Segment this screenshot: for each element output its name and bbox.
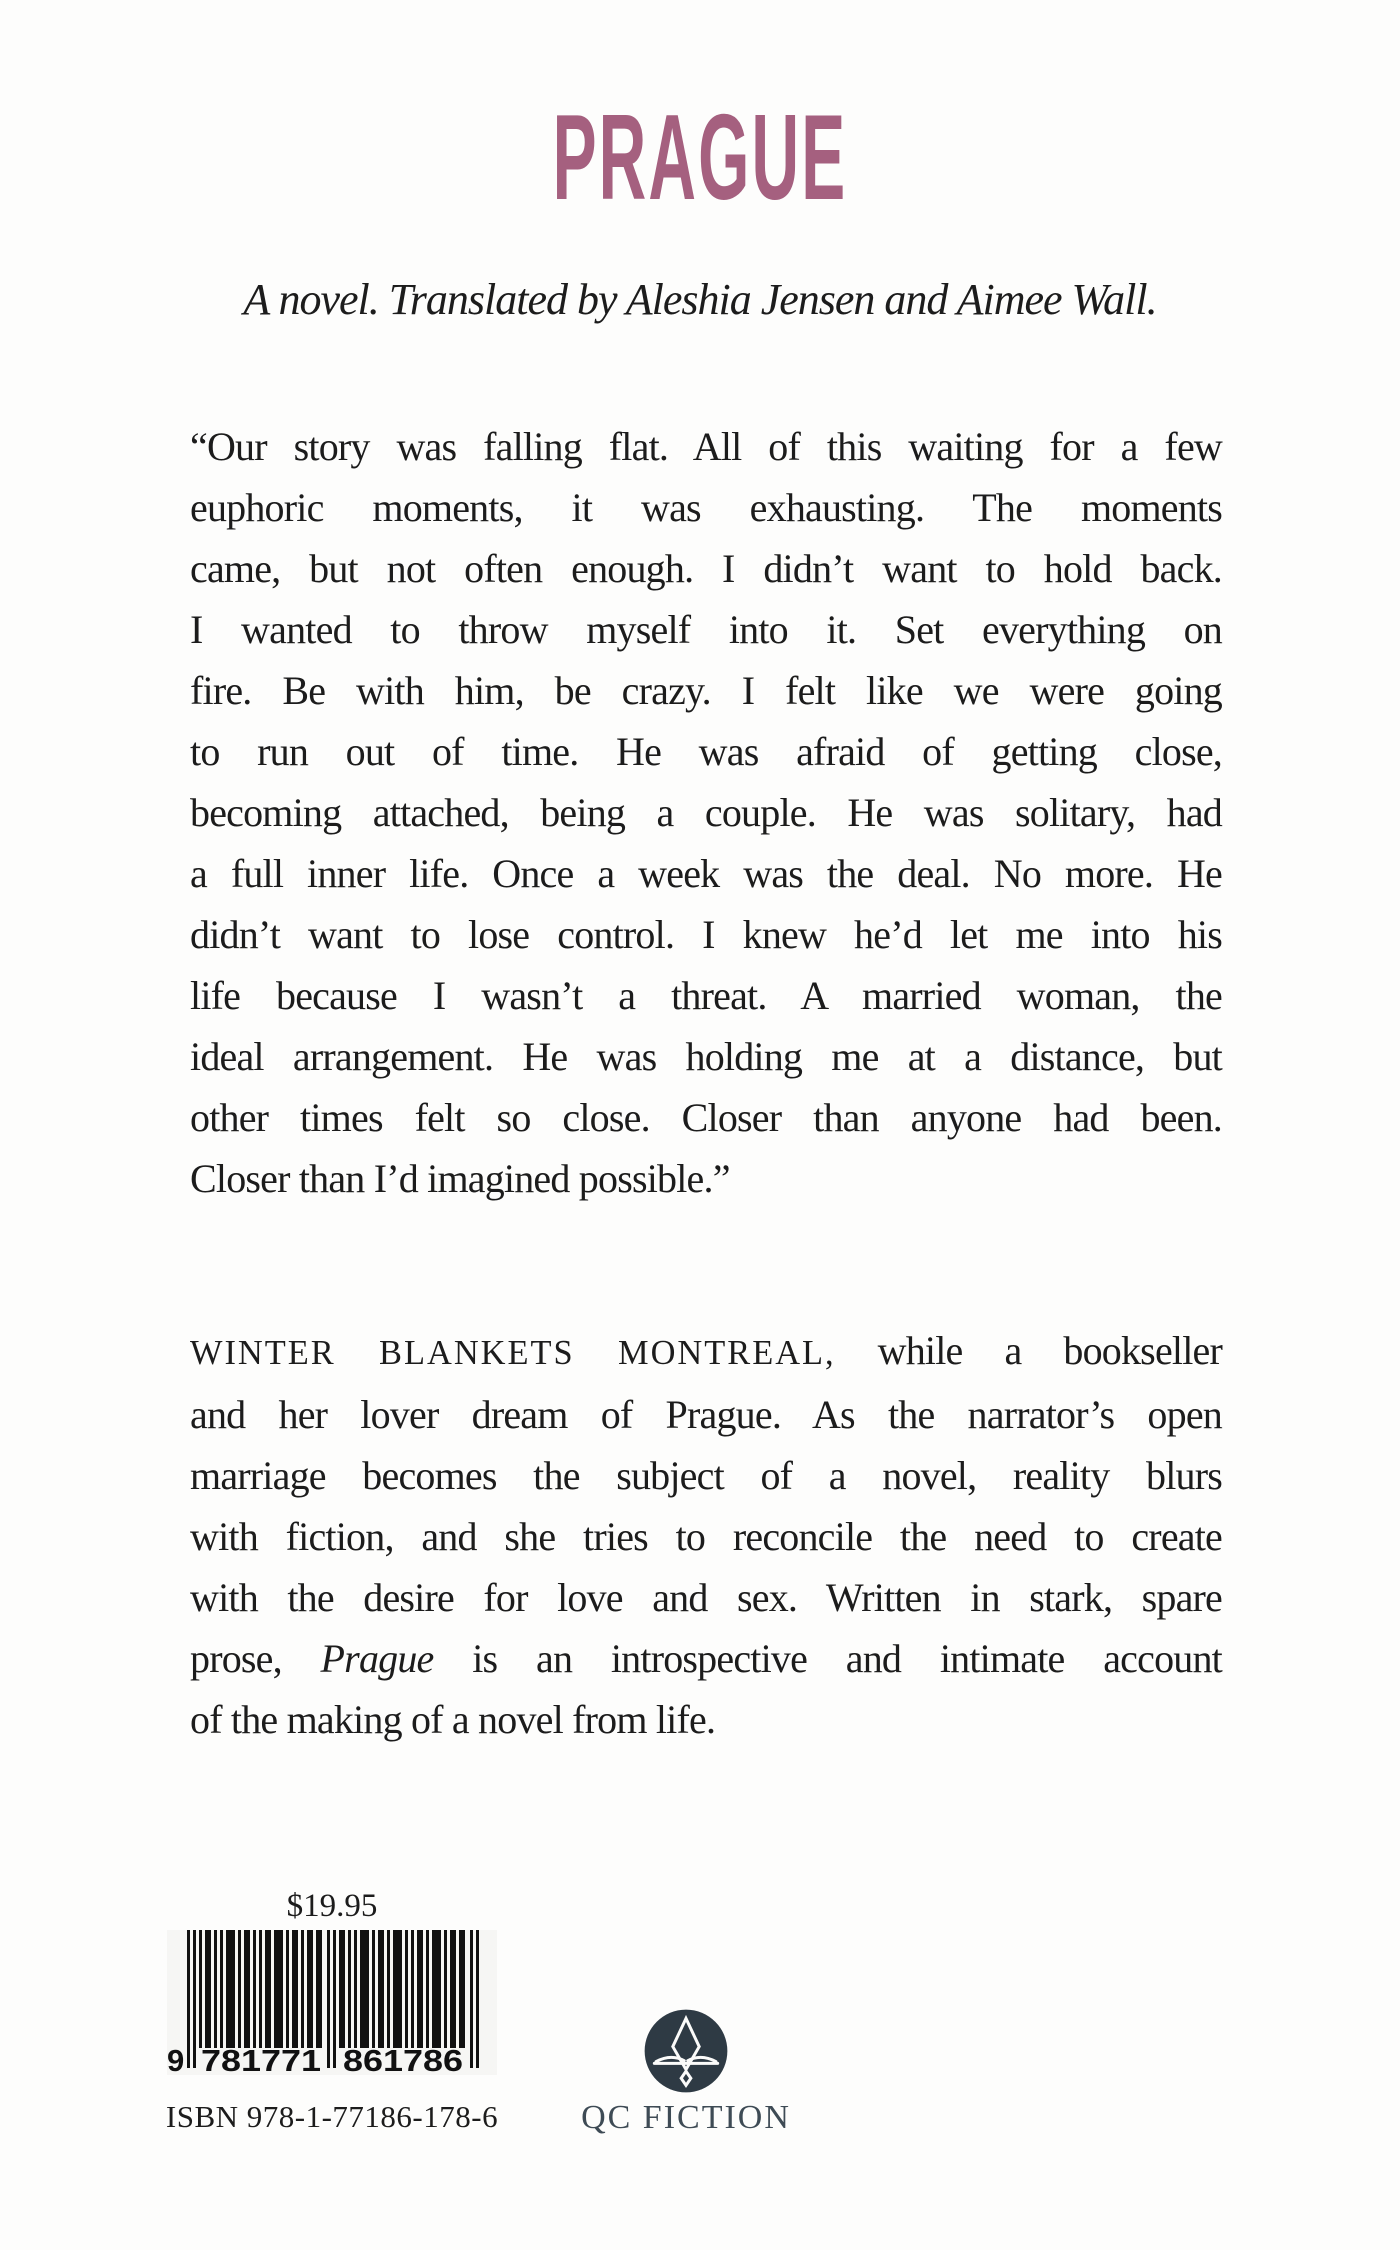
- barcode-block: [158, 1890, 506, 2132]
- description-line: with fiction, and she tries to reconcile the need to create: [190, 1514, 1222, 1559]
- quote-line: euphoric moments, it was exhausting. The moments: [190, 485, 1222, 530]
- barcode-digits-group2: 861786: [343, 2043, 463, 2075]
- description-line: WINTER BLANKETS MONTREAL, while a bookseller: [190, 1328, 1223, 1373]
- book-description: [190, 1320, 1222, 1750]
- barcode-digit-left: 9: [167, 2043, 185, 2075]
- book-subtitle: A novel. Translated by Aleshia Jensen and Aimee Wall.: [243, 275, 1157, 324]
- quote-line: didn’t want to lose control. I knew he’d let me into his: [190, 912, 1222, 957]
- description-line: prose, Prague is an introspective and intimate account: [190, 1636, 1222, 1681]
- quote-line: came, but not often enough. I didn’t want to hold back.: [190, 546, 1222, 591]
- qc-fiction-logo-icon: [642, 2007, 730, 2095]
- description-line: marriage becomes the subject of a novel, reality blurs: [190, 1453, 1222, 1498]
- quote-line: fire. Be with him, be crazy. I felt like we were going: [190, 668, 1222, 713]
- barcode-digits-group1: 781771: [201, 2043, 321, 2075]
- description-line: with the desire for love and sex. Written in stark, spare: [190, 1575, 1222, 1620]
- isbn: ISBN 978-1-77186-178-6: [165, 2099, 499, 2134]
- book-title-text: PRAGUE: [552, 89, 848, 225]
- quote-line: other times felt so close. Closer than anyone had been.: [190, 1095, 1222, 1140]
- quote-line: a full inner life. Once a week was the deal. No more. He: [190, 851, 1222, 896]
- publisher-name: QC FICTION: [581, 2099, 791, 2136]
- description-line: of the making of a novel from life.: [190, 1697, 716, 1742]
- quote-line: Closer than I’d imagined possible.”: [190, 1156, 730, 1201]
- quote-line: to run out of time. He was afraid of getting close,: [190, 729, 1222, 774]
- quote-line: I wanted to throw myself into it. Set everything on: [190, 607, 1222, 652]
- book-title: [0, 89, 1400, 225]
- price: $19.95: [286, 1888, 378, 1924]
- quote-line: “Our story was falling flat. All of this waiting for a few: [190, 424, 1222, 469]
- quote-line: ideal arrangement. He was holding me at a distance, but: [190, 1034, 1222, 1079]
- quote-line: life because I wasn’t a threat. A married woman, the: [190, 973, 1222, 1018]
- quote-line: becoming attached, being a couple. He was solitary, had: [190, 790, 1222, 835]
- barcode: [167, 1930, 497, 2075]
- review-quote: [190, 416, 1222, 1209]
- publisher-block: [556, 2007, 816, 2135]
- description-line: and her lover dream of Prague. As the narrator’s open: [190, 1392, 1222, 1437]
